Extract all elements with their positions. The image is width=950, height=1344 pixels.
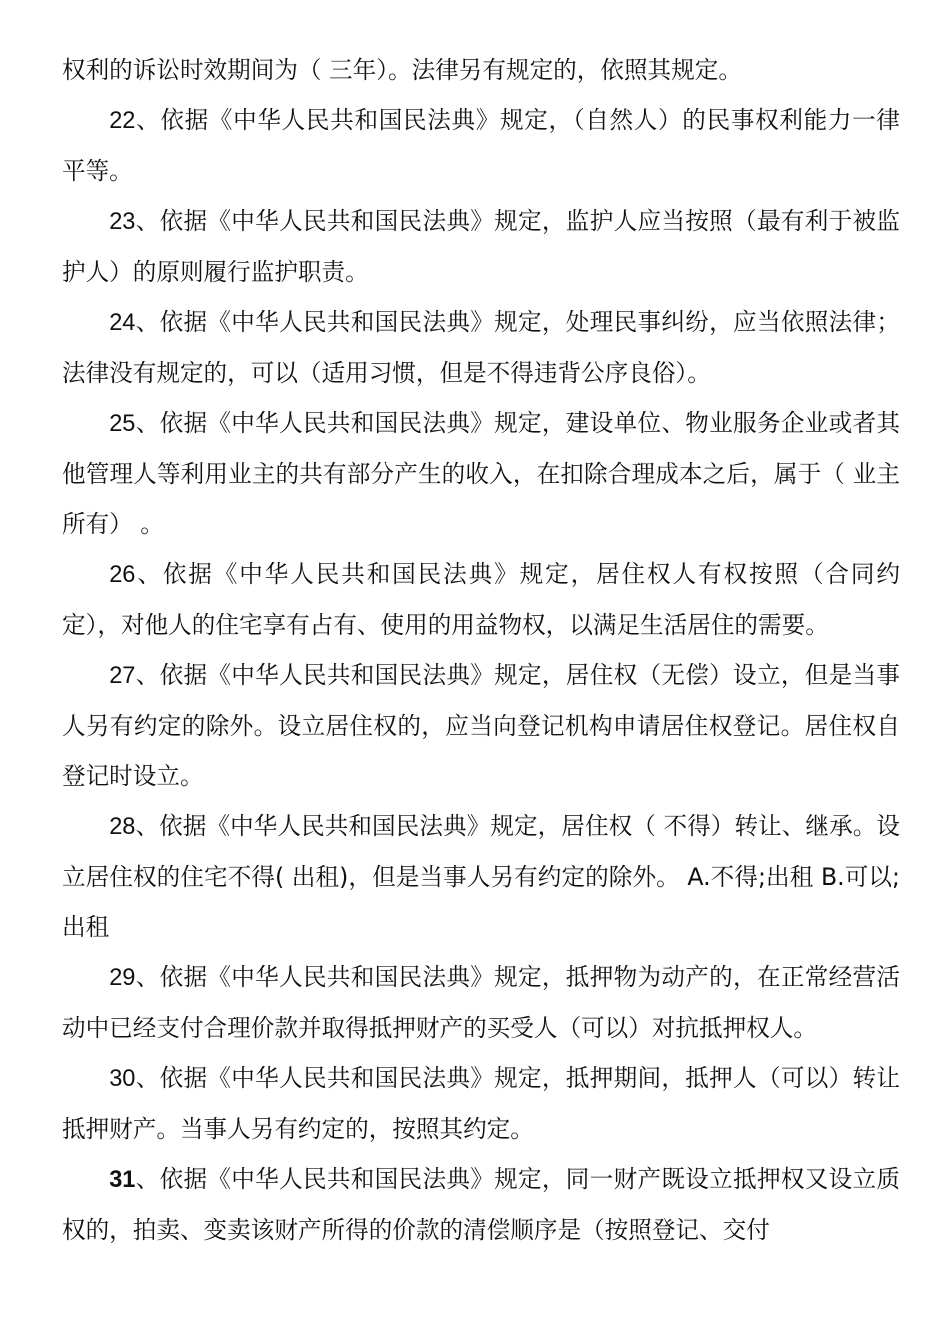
- item-number: 31: [109, 1167, 136, 1193]
- paragraph-item-28: [62, 801, 900, 952]
- paragraph-text: 、依据《中华人民共和国民法典》规定，（自然人）的民事权利能力一律平等。: [62, 106, 900, 185]
- document-page: [62, 45, 900, 1255]
- paragraph-text: 、依据《中华人民共和国民法典》规定，抵押期间，抵押人（可以）转让抵押财产。当事人另有约定的，按照其约定。: [62, 1064, 900, 1143]
- item-number: 23: [109, 209, 136, 235]
- paragraph-item-23: [62, 196, 900, 297]
- paragraph-item-24: [62, 297, 900, 398]
- paragraph-text: 、依据《中华人民共和国民法典》规定，居住权（无偿）设立，但是当事人另有约定的除外。设立居住权的，应当向登记机构申请居住权登记。居住权自登记时设立。: [62, 661, 900, 790]
- paragraph-text: 、依据《中华人民共和国民法典》规定，建设单位、物业服务企业或者其他管理人等利用业主的共有部分产生的收入，在扣除合理成本之后，属于（ 业主所有） 。: [62, 409, 900, 538]
- paragraph-item-22: [62, 95, 900, 196]
- item-number: 26: [109, 562, 136, 588]
- paragraph-item-29: [62, 952, 900, 1053]
- item-number: 27: [109, 663, 136, 689]
- item-number: 25: [109, 411, 136, 437]
- paragraph-item-31: [62, 1154, 900, 1255]
- paragraph-text: 权利的诉讼时效期间为（ 三年）。法律另有规定的，依照其规定。: [62, 56, 742, 84]
- paragraph-text: 、依据《中华人民共和国民法典》规定，监护人应当按照（最有利于被监护人）的原则履行监护职责。: [62, 207, 900, 286]
- paragraph-text: 、依据《中华人民共和国民法典》规定，处理民事纠纷，应当依照法律；法律没有规定的，可以（适用习惯，但是不得违背公序良俗）。: [62, 308, 900, 387]
- item-number: 22: [109, 108, 136, 134]
- paragraph-item-30: [62, 1053, 900, 1154]
- paragraph-text: 、依据《中华人民共和国民法典》规定，同一财产既设立抵押权又设立质权的，拍卖、变卖该财产所得的价款的清偿顺序是（按照登记、交付: [62, 1165, 900, 1244]
- paragraph-item-27: [62, 650, 900, 801]
- item-number: 28: [109, 814, 136, 840]
- item-number: 24: [109, 310, 136, 336]
- paragraph-continuation: [62, 45, 900, 95]
- paragraph-text: 、依据《中华人民共和国民法典》规定，居住权（ 不得）转让、继承。设立居住权的住宅不得( 出租)，但是当事人另有约定的除外。 A.不得;出租 B.可以;出租: [62, 812, 900, 941]
- item-number: 29: [109, 965, 136, 991]
- paragraph-text: 、依据《中华人民共和国民法典》规定，抵押物为动产的，在正常经营活动中已经支付合理价款并取得抵押财产的买受人（可以）对抗抵押权人。: [62, 963, 900, 1042]
- paragraph-text: 、依据《中华人民共和国民法典》规定，居住权人有权按照（合同约定），对他人的住宅享有占有、使用的用益物权，以满足生活居住的需要。: [62, 560, 900, 639]
- paragraph-item-25: [62, 398, 900, 549]
- item-number: 30: [109, 1066, 136, 1092]
- paragraph-item-26: [62, 549, 900, 650]
